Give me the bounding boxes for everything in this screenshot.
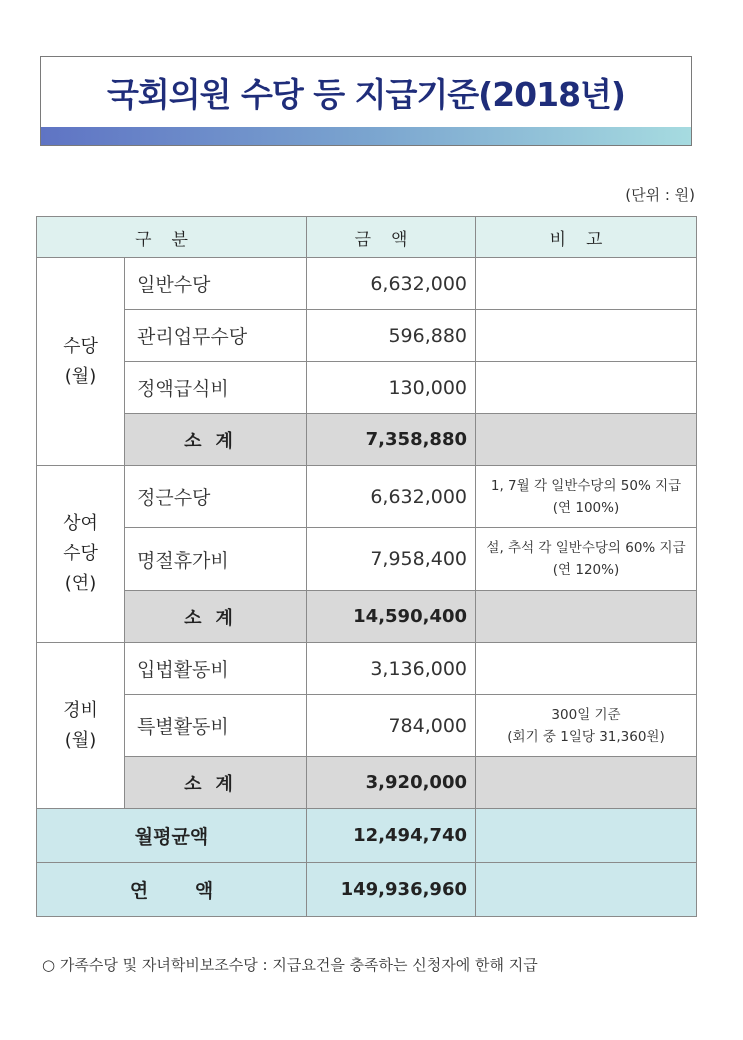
page-title: 국회의원 수당 등 지급기준(2018년): [106, 75, 625, 114]
monthly-average-note: [476, 809, 697, 863]
annual-row: [37, 863, 697, 917]
table-header-row: [37, 217, 697, 258]
note-line: (회기 중 1일당 31,360원): [507, 728, 665, 745]
subtotal-row: [37, 757, 697, 809]
subtotal-amount: 3,920,000: [307, 757, 476, 809]
item-label: 특별활동비: [125, 695, 307, 757]
group-label: [37, 466, 125, 643]
header-category: 구분: [37, 217, 307, 258]
item-label: 정액급식비: [125, 362, 307, 414]
item-note: [476, 695, 697, 757]
note-line: 설, 추석 각 일반수당의 60% 지급: [486, 540, 686, 556]
footnote: ○ 가족수당 및 자녀학비보조수당 : 지급요건을 충족하는 신청자에 한해 지급: [42, 956, 538, 974]
annual-label: 연 액: [37, 863, 307, 917]
item-amount: 596,880: [307, 310, 476, 362]
item-note: [476, 362, 697, 414]
title-box: [40, 56, 692, 146]
subtotal-amount: 7,358,880: [307, 414, 476, 466]
subtotal-row: [37, 414, 697, 466]
item-label: 명절휴가비: [125, 528, 307, 591]
item-note: [476, 258, 697, 310]
item-label: 정근수당: [125, 466, 307, 528]
group-name-line: (월): [64, 729, 97, 751]
item-amount: 7,958,400: [307, 528, 476, 591]
subtotal-amount: 14,590,400: [307, 591, 476, 643]
table-row: [37, 362, 697, 414]
group-name-line: 수당: [63, 335, 98, 357]
annual-amount: 149,936,960: [307, 863, 476, 917]
item-note: [476, 466, 697, 528]
group-name-line: 수당: [63, 543, 98, 564]
item-amount: 3,136,000: [307, 643, 476, 695]
header-note: 비고: [476, 217, 697, 258]
subtotal-label: 소계: [125, 414, 307, 466]
monthly-average-row: [37, 809, 697, 863]
allowance-table: [36, 216, 697, 917]
item-amount: 130,000: [307, 362, 476, 414]
item-note: [476, 528, 697, 591]
item-label: 일반수당: [125, 258, 307, 310]
group-name-line: 상여: [63, 513, 98, 534]
subtotal-note: [476, 591, 697, 643]
group-name-line: (연): [64, 573, 97, 594]
group-label: [37, 643, 125, 809]
note-line: (연 100%): [552, 499, 620, 516]
subtotal-row: [37, 591, 697, 643]
group-name-line: 경비: [63, 699, 98, 721]
table-row: [37, 466, 697, 528]
note-line: (연 120%): [552, 562, 620, 578]
unit-label: (단위 : 원): [625, 186, 695, 204]
table-row: [37, 258, 697, 310]
item-label: 관리업무수당: [125, 310, 307, 362]
subtotal-note: [476, 757, 697, 809]
header-amount: 금액: [307, 217, 476, 258]
item-amount: 6,632,000: [307, 466, 476, 528]
monthly-average-label: 월평균액: [37, 809, 307, 863]
item-amount: 784,000: [307, 695, 476, 757]
group-label: [37, 258, 125, 466]
item-note: [476, 643, 697, 695]
item-amount: 6,632,000: [307, 258, 476, 310]
subtotal-label: 소계: [125, 591, 307, 643]
title-gradient-bar: [41, 127, 691, 145]
table-row: [37, 310, 697, 362]
item-label: 입법활동비: [125, 643, 307, 695]
note-line: 1, 7월 각 일반수당의 50% 지급: [490, 477, 682, 494]
item-note: [476, 310, 697, 362]
table-row: [37, 643, 697, 695]
annual-note: [476, 863, 697, 917]
table-row: [37, 528, 697, 591]
group-name-line: (월): [64, 365, 97, 387]
table-row: [37, 695, 697, 757]
subtotal-label: 소계: [125, 757, 307, 809]
note-line: 300일 기준: [551, 706, 621, 723]
subtotal-note: [476, 414, 697, 466]
monthly-average-amount: 12,494,740: [307, 809, 476, 863]
